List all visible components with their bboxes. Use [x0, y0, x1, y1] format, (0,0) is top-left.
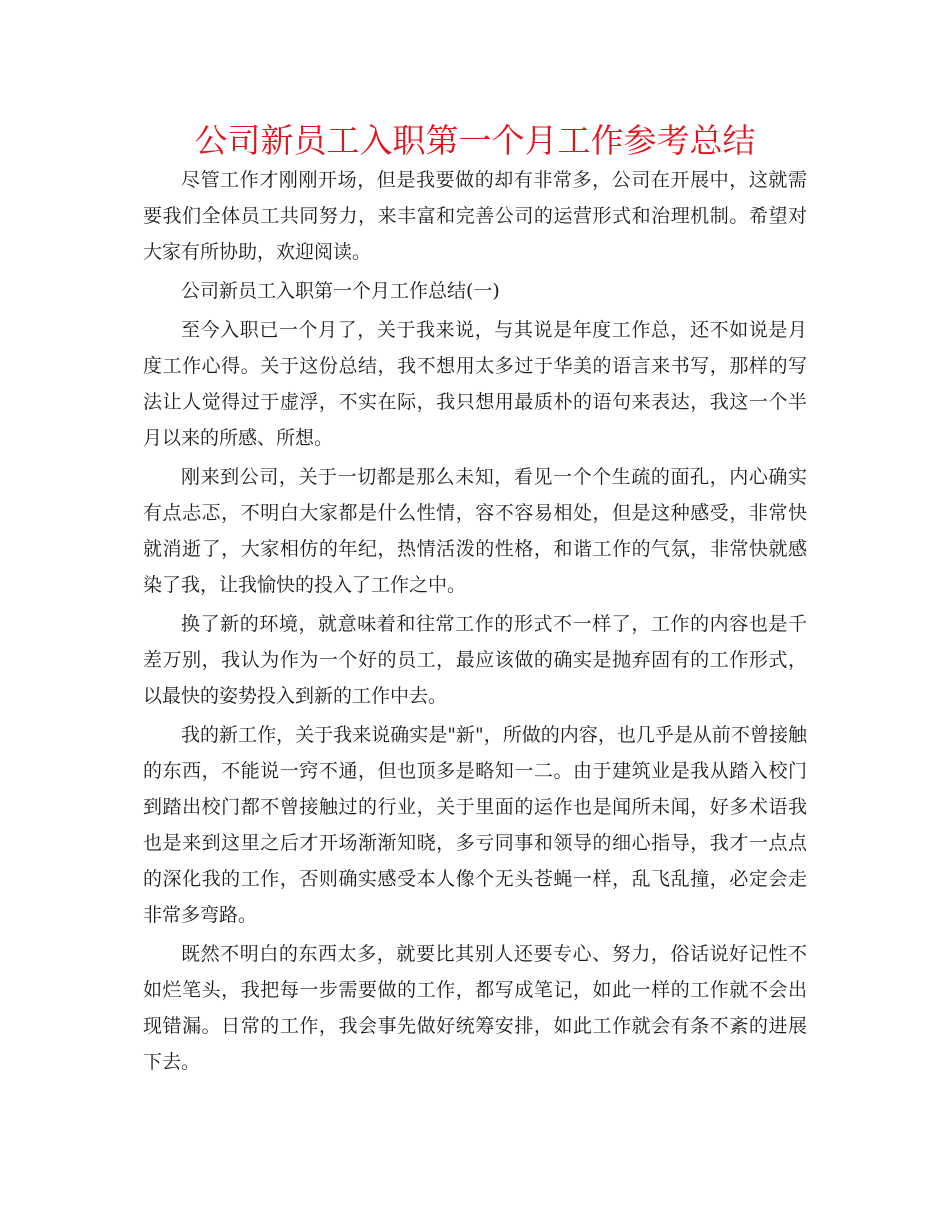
body-paragraph: 至今入职已一个月了，关于我来说，与其说是年度工作总，还不如说是月度工作心得。关于这份总结，我不想用太多过于华美的语言来书写，那样的写法让人觉得过于虚浮，不实在际，我只想用最质朴的语句来表达，我这一个半月以来的所感、所想。 — [143, 319, 807, 449]
document-title: 公司新员工入职第一个月工作参考总结 — [194, 121, 756, 160]
body-paragraph: 我的新工作，关于我来说确实是"新"，所做的内容，也几乎是从前不曾接触的东西，不能说一窍不通，但也顶多是略知一二。由于建筑业是我从踏入校门到踏出校门都不曾接触过的行业，关于里面的运作也是闻所未闻，好多术语我也是来到这里之后才开场渐渐知晓，多亏同事和领导的细心指导，我才一点点的深化我的工作，否则确实感受本人像个无头苍蝇一样，乱飞乱撞，必定会走非常多弯路。 — [143, 724, 807, 926]
body-paragraph: 刚来到公司，关于一切都是那么未知，看见一个个生疏的面孔，内心确实有点忐忑，不明白大家都是什么性情，容不容易相处，但是这种感受，非常快就消逝了，大家相仿的年纪，热情活泼的性格，和谐工作的气氛，非常快就感染了我，让我愉快的投入了工作之中。 — [143, 466, 807, 596]
body-paragraph: 换了新的环境，就意味着和往常工作的形式不一样了，工作的内容也是千差万别，我认为作为一个好的员工，最应该做的确实是抛弃固有的工作形式，以最快的姿势投入到新的工作中去。 — [143, 613, 807, 707]
intro-paragraph: 尽管工作才刚刚开场，但是我要做的却有非常多，公司在开展中，这就需要我们全体员工共同努力，来丰富和完善公司的运营形式和治理机制。希望对大家有所协助，欢迎阅读。 — [143, 169, 807, 263]
document-body — [143, 162, 807, 1083]
section-heading: 公司新员工入职第一个月工作总结(一) — [181, 280, 500, 302]
body-paragraph: 既然不明白的东西太多，就要比其别人还要专心、努力，俗话说好记性不如烂笔头，我把每一步需要做的工作，都写成笔记，如此一样的工作就不会出现错漏。日常的工作，我会事先做好统筹安排，如此工作就会有条不紊的进展下去。 — [143, 943, 807, 1073]
